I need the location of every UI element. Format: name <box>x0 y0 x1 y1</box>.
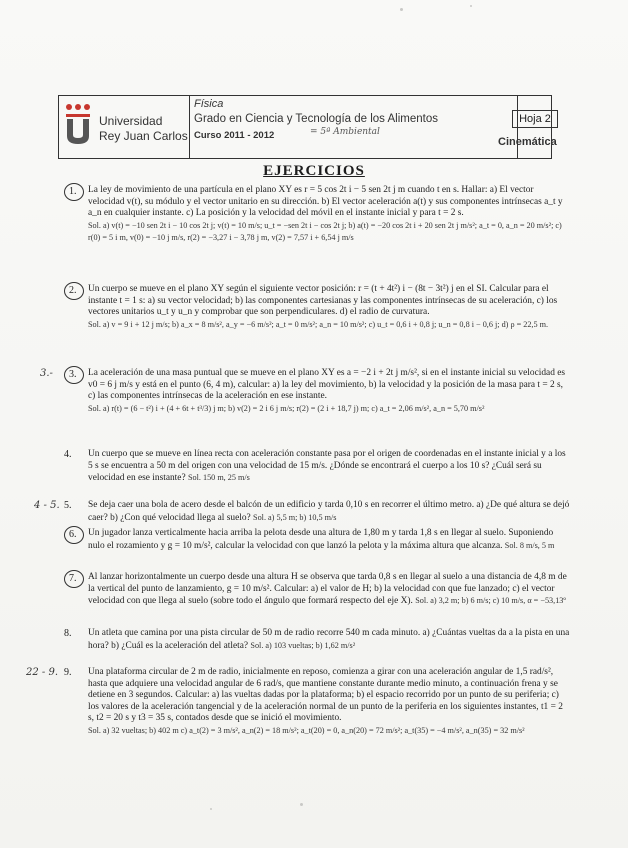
course-year: Curso 2011 - 2012 <box>194 130 275 141</box>
subject-label: Física <box>194 98 224 110</box>
topic-label: Cinemática <box>498 136 557 148</box>
exercise-1 <box>88 185 570 273</box>
exercise-6 <box>88 528 570 568</box>
exercise-number: 7. <box>69 573 77 584</box>
exercise-number: 2. <box>69 285 77 296</box>
exercise-solution: Sol. a) 103 vueltas; b) 1,62 m/s² <box>250 640 356 650</box>
university-logo-icon <box>63 102 93 146</box>
scan-speck <box>210 808 212 810</box>
university-name-line2: Rey Juan Carlos <box>99 129 188 143</box>
exercise-4 <box>88 449 570 495</box>
margin-note: 3.- <box>40 368 53 379</box>
exercise-number: 5. <box>64 500 72 511</box>
exercise-text: La aceleración de una masa puntual que se mueve en el plano XY es a = −2 i + 2t j m/s², si en el instante inicial su velocidad es v0 = 6 j m/s y está en el punto (6, 4 m), calcular: a) la ley del movimiento, b) la velocidad y la posición de la masa para t = 2 s, c) las componentes intrínsecas de la aceleración en ese instante. <box>88 368 566 402</box>
degree-label: Grado en Ciencia y Tecnología de los Alimentos <box>194 113 438 125</box>
exercise-2 <box>88 284 570 360</box>
exercise-solution: Sol. 150 m, 25 m/s <box>187 473 250 483</box>
exercise-text: Un jugador lanza verticalmente hacia arriba la pelota desde una altura de 1,80 m y tarda 1,8 s en llegar al suelo. Suponiendo nulo el rozamiento y g = 10 m/s², calcular la velocidad con que lanzó la pelota y la máxima altura que alcanza. <box>88 528 554 551</box>
exercise-solution: Sol. a) 3,2 m; b) 6 m/s; c) 10 m/s, α = −53,13º <box>415 596 566 606</box>
margin-note: 4 - 5. <box>34 500 60 511</box>
exercise-number: 3. <box>69 369 77 380</box>
page-title: EJERCICIOS <box>263 163 365 179</box>
exercise-number: 4. <box>64 449 72 460</box>
university-name-line1: Universidad <box>99 114 163 128</box>
exercise-text: Al lanzar horizontalmente un cuerpo desde una altura H se observa que tarda 0,8 s en llegar al suelo a una distancia de 4,8 m de la vertical del punto de lanzamiento, g = 10 m/s². Calcular: a) el valor de H; b) la velocidad con que fue lanzado; c) el vector velocidad con que llega al suelo (sobre todo el ángulo que formará respecto del eje X). <box>88 572 567 607</box>
exercise-number: 9. <box>64 667 72 678</box>
university-block <box>59 96 190 158</box>
exercise-text: Un cuerpo que se mueve en línea recta con aceleración constante pasa por el origen de coordenadas en el instante inicial y a los 5 s se encuentra a 50 m del origen con una velocidad de 15 m/s. ¿Dónde se encontrará el cuerpo a los 10 s? ¿Cuál será su velocidad en ese instante? <box>88 449 566 484</box>
exercise-solution: Sol. 8 m/s, 5 m <box>504 540 555 550</box>
exercise-7 <box>88 572 570 624</box>
exercise-number: 6. <box>69 529 77 540</box>
document-header <box>58 95 552 159</box>
exercise-solution: Sol. a) 32 vueltas; b) 402 m c) a_t(2) = 3 m/s², a_n(2) = 18 m/s²; a_t(20) = 0, a_n(20) = 72 m/s²; a_t(35) = −4 m/s², a_n(35) = 32 m/s² <box>88 725 525 735</box>
handwritten-note: = 5ª Ambiental <box>310 127 380 137</box>
sheet-number: Hoja 2 <box>512 110 558 128</box>
exercise-text: Un atleta que camina por una pista circular de 50 m de radio recorre 540 m cada minuto. a) ¿Cuántas vueltas da a la pista en una hora? b) ¿Cuál es la aceleración del atleta? <box>88 628 570 651</box>
exercise-text: Un cuerpo se mueve en el plano XY según el siguiente vector posición: r = (t + 4t²) i − (8t − 3t²) j en el SI. Calcular para el instante t = 1 s: a) su vector velocidad; b) las componentes cartesianas y las componentes intrínsecas de su aceleración, c) los vectores unitarios u_t y u_n y comprobar que son perpendiculares. d) el radio de curvatura. <box>88 284 558 318</box>
exercise-8 <box>88 628 570 662</box>
exercise-solution: Sol. a) v = 9 i + 12 j m/s; b) a_x = 8 m/s², a_y = −6 m/s²; a_t = 0 m/s²; a_n = 10 m/s²; c) u_t = 0,6 i + 0,8 j; u_n = 0,8 i − 0,6 j; d) ρ = 22,5 m. <box>88 319 549 329</box>
exercise-solution: Sol. a) 5,5 m; b) 10,5 m/s <box>253 512 337 522</box>
scan-speck <box>470 5 472 7</box>
exercise-solution: Sol. a) r(t) = (6 − t²) i + (4 + 6t + t³/3) j m; b) v(2) = 2 i 6 j m/s; r(2) = (2 i + 18,7 j) m; c) a_t = 2,06 m/s², a_n = 5,70 m/s² <box>88 403 485 413</box>
exercise-number: 1. <box>69 186 77 197</box>
exercise-number: 8. <box>64 628 72 639</box>
course-info-block <box>190 96 517 158</box>
exercise-text: La ley de movimiento de una partícula en el plano XY es r = 5 cos 2t i − 5 sen 2t j m cuando t en s. Hallar: a) El vector velocidad v(t), su módulo y el vector unitario en su dirección. b) El vector aceleración a(t) y sus componentes intrínsecas a_t y a_n en cualquier instante. c) La posición y la velocidad del móvil en el instante inicial y para t = 2 s. <box>88 185 563 219</box>
exercise-9 <box>88 667 570 767</box>
exercise-solution: Sol. a) v(t) = −10 sen 2t i − 10 cos 2t j; v(t) = 10 m/s; u_t = −sen 2t i − cos 2t j; b) a(t) = −20 cos 2t i + 20 sen 2t j m/s²; a_t = 0, a_n = 20 m/s²; c) r(0) = 5 i m, v(0) = −10 j m/s, r(2) = −3,27 i − 3,78 j m, v(2) = 7,57 i + 6,54 j m/s <box>88 220 562 243</box>
scan-speck <box>400 8 403 11</box>
exercise-text: Una plataforma circular de 2 m de radio, inicialmente en reposo, comienza a girar con una aceleración angular de 1,5 rad/s², hasta que adquiere una velocidad angular de 6 rad/s, que mantiene constante durante medio minuto, a continuación frena y se detiene en 3 segundos. Calcular: a) las vueltas dadas por la plataforma; b) el espacio recorrido por un punto de su periferia; c) los valores de la aceleración tangencial y de la aceleración normal de un punto de la periferia en los siguientes instantes, t1 = 2 s, t2 = 20 s y t3 = 35 s, contados desde que se inició el movimiento. <box>88 667 563 724</box>
exercise-3 <box>88 368 570 436</box>
exercise-text: Se deja caer una bola de acero desde el balcón de un edificio y tarda 0,10 s en recorrer el último metro. a) ¿De qué altura se dejó caer? b) ¿Con qué velocidad llega al suelo? <box>88 500 570 523</box>
margin-note: 22 - 9. <box>26 667 59 678</box>
scan-speck <box>300 803 303 806</box>
